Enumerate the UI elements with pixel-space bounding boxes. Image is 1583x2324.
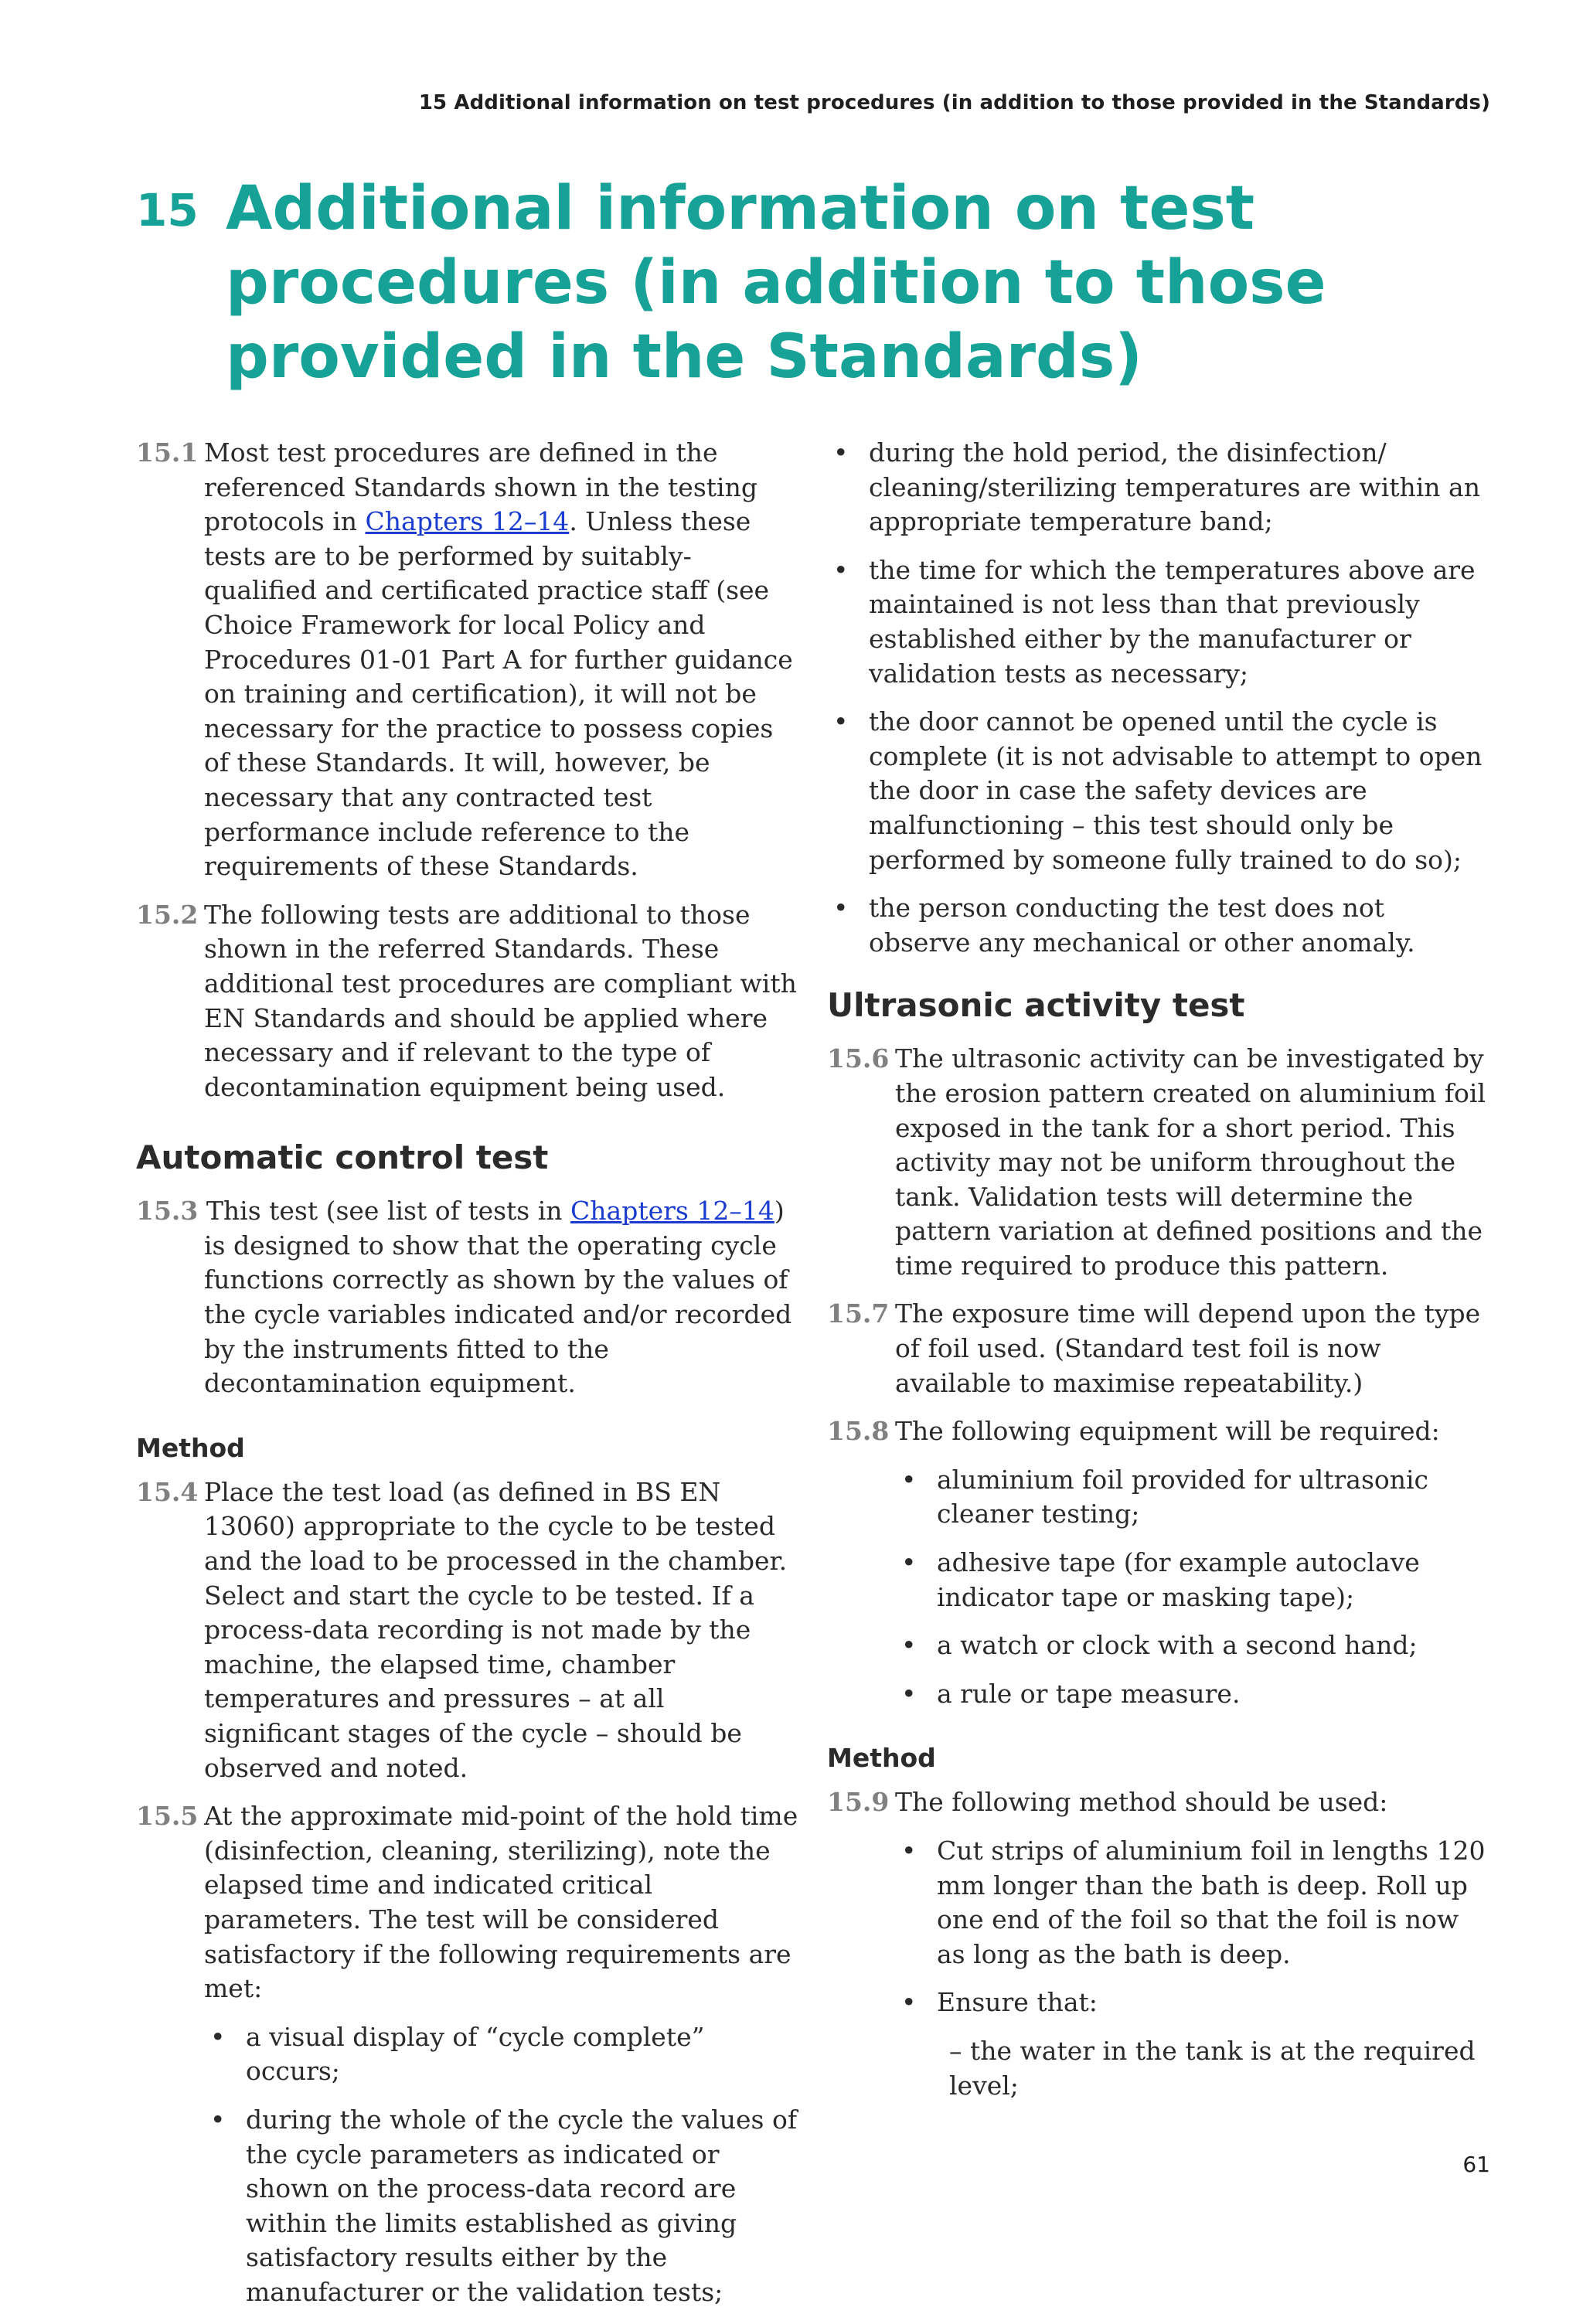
- bullet-icon: •: [833, 706, 849, 737]
- paragraph-text: Place the test load (as defined in BS EN 13060) appropriate to the cycle to be tested and the load to be processed in the chamber. Select and start the cycle to be tested. If a process-data recording is not made by the machine, the elapsed time, chamber temperatures and pressures – at all significant stages of the cycle – should be observed and noted.: [204, 1476, 788, 1783]
- paragraph-number: 15.9: [827, 1787, 890, 1818]
- bullet-icon: •: [210, 2104, 226, 2135]
- list-item-text: the door cannot be opened until the cycle is complete (it is not advisable to attempt to open the door in case the safety devices are malfunctioning – this test should only be performed by someone fully trained to do so);: [869, 706, 1483, 875]
- bullet-icon: •: [210, 2021, 226, 2052]
- paragraph-text: The following method should be used:: [895, 1787, 1388, 1818]
- paragraph-number: 15.5: [136, 1801, 199, 1832]
- paragraph-text: The following equipment will be required:: [895, 1416, 1440, 1447]
- list-item: [827, 1463, 1492, 1532]
- paragraph-text: The ultrasonic activity can be investigated by the erosion pattern created on aluminium foil exposed in the tank for a short period. This activity may not be uniform throughout the tank. Validation tests will determine the pattern variation at defined positions and the time required to produce this pattern.: [895, 1043, 1486, 1281]
- list-item-text: Cut strips of aluminium foil in lengths 120 mm longer than the bath is deep. Roll up one end of the foil so that the foil is now as long as the bath is deep.: [937, 1836, 1486, 1969]
- automatic-control-heading: Automatic control test: [136, 1138, 549, 1177]
- sub-list-item: – the water in the tank is at the required level;: [949, 2035, 1476, 2101]
- list-item: [759, 891, 1492, 960]
- list-item-text: during the hold period, the disinfection/ cleaning/sterilizing temperatures are within an appropriate temperature band;: [869, 437, 1480, 537]
- list-item-text: aluminium foil provided for ultrasonic cleaner testing;: [937, 1464, 1429, 1529]
- bullet-icon: •: [901, 1464, 917, 1495]
- paragraph-text: This test (see list of tests in: [206, 1196, 571, 1227]
- method-list: [827, 1834, 1492, 2020]
- paragraph-15-4: [136, 1475, 801, 1785]
- chapters-link[interactable]: Chapters 12–14: [570, 1196, 774, 1227]
- list-item: [759, 705, 1492, 877]
- list-item-text: during the whole of the cycle the values of the cycle parameters as indicated or shown on the process-data record are within the limits established as giving satisfactory results either by the manufacturer or the validation tests;: [246, 2104, 798, 2307]
- list-item-text: a visual display of “cycle complete” occurs;: [246, 2021, 705, 2087]
- list-item-text: Ensure that:: [937, 1987, 1098, 2018]
- paragraph-number: 15.2: [136, 899, 199, 930]
- bullet-icon: •: [901, 1547, 917, 1578]
- paragraph-text: . Unless these tests are to be performed by suitably-qualified and certificated practice staff (see Choice Framework for local Policy and Procedures 01-01 Part A for further guidance on training and certification), it will not be necessary for the practice to possess copies of these Standards. It will, however, be necessary that any contracted test performance include reference to the requirements of these Standards.: [204, 506, 793, 882]
- ultrasonic-activity-heading: Ultrasonic activity test: [827, 986, 1245, 1025]
- list-item: [136, 2103, 801, 2310]
- bullet-icon: •: [833, 554, 849, 585]
- equipment-list: [827, 1463, 1492, 1712]
- paragraph-number: 15.7: [827, 1298, 890, 1329]
- paragraph-text: At the approximate mid-point of the hold time (disinfection, cleaning, sterilizing), note the elapsed time and indicated critical parameters. The test will be considered satisfactory if the following requirements are met:: [204, 1801, 798, 2004]
- paragraph-15-6: [827, 1042, 1492, 1283]
- paragraph-number: 15.3: [136, 1196, 199, 1227]
- paragraph-text: Most test procedures are defined in the referenced Standards shown in the testing protocols in: [204, 437, 757, 537]
- requirements-list: [136, 2020, 801, 2310]
- bullet-icon: •: [833, 893, 849, 924]
- paragraph-15-5: [136, 1799, 801, 2006]
- list-item-text: adhesive tape (for example autoclave indicator tape or masking tape);: [937, 1547, 1420, 1612]
- running-header: 15 Additional information on test procedures (in addition to those provided in the Standards): [418, 91, 1490, 114]
- method-heading: Method: [136, 1432, 245, 1463]
- paragraph-text: The following tests are additional to those shown in the referred Standards. These additional test procedures are compliant with EN Standards and should be applied where necessary and if relevant to the type of decontamination equipment being used.: [204, 899, 797, 1102]
- bullet-icon: •: [901, 1836, 917, 1866]
- method-heading: Method: [827, 1743, 936, 1774]
- right-column: [827, 436, 1492, 2103]
- list-item: [827, 1677, 1492, 1712]
- paragraph-15-1: [136, 436, 801, 884]
- list-item: [827, 1834, 1492, 1972]
- list-item: [759, 436, 1492, 539]
- chapters-link[interactable]: Chapters 12–14: [365, 506, 570, 537]
- paragraph-15-2: [136, 898, 801, 1105]
- paragraph-number: 15.8: [827, 1416, 890, 1447]
- paragraph-15-7: [827, 1297, 1492, 1400]
- chapter-title-text: Additional information on test procedures (in addition to those provided in the Standards): [226, 174, 1326, 392]
- chapter-title: [136, 172, 1450, 394]
- list-item: [827, 1546, 1492, 1615]
- paragraph-15-3: [136, 1194, 801, 1401]
- bullet-icon: •: [901, 1678, 917, 1709]
- bullet-icon: •: [901, 1987, 917, 2018]
- page-number: 61: [1462, 2152, 1490, 2177]
- list-item: [827, 1985, 1492, 2020]
- bullet-icon: •: [833, 437, 849, 468]
- bullet-icon: •: [901, 1630, 917, 1661]
- list-item: [827, 1628, 1492, 1663]
- paragraph-15-8: [827, 1414, 1492, 1449]
- paragraph-text: The exposure time will depend upon the type of foil used. (Standard test foil is now available to maximise repeatability.): [895, 1298, 1481, 1398]
- list-item-text: the time for which the temperatures above are maintained is not less than that previously established either by the manufacturer or validation tests as necessary;: [869, 554, 1476, 689]
- paragraph-number: 15.4: [136, 1476, 199, 1507]
- list-item: [136, 2020, 801, 2089]
- requirements-list-continued: [759, 436, 1492, 960]
- chapter-number: 15: [136, 184, 199, 236]
- paragraph-number: 15.6: [827, 1043, 890, 1074]
- list-item-text: a watch or clock with a second hand;: [937, 1630, 1418, 1661]
- list-item-text: a rule or tape measure.: [937, 1678, 1241, 1709]
- list-item: [759, 553, 1492, 691]
- left-column: [136, 436, 801, 2324]
- list-item-text: the person conducting the test does not observe any mechanical or other anomaly.: [869, 893, 1415, 958]
- paragraph-number: 15.1: [136, 437, 199, 468]
- paragraph-15-9: [827, 1785, 1492, 1820]
- paragraph-text: ) is designed to show that the operating cycle functions correctly as shown by the values of the cycle variables indicated and/or recorded by the instruments fitted to the decontamination equipment.: [204, 1196, 792, 1399]
